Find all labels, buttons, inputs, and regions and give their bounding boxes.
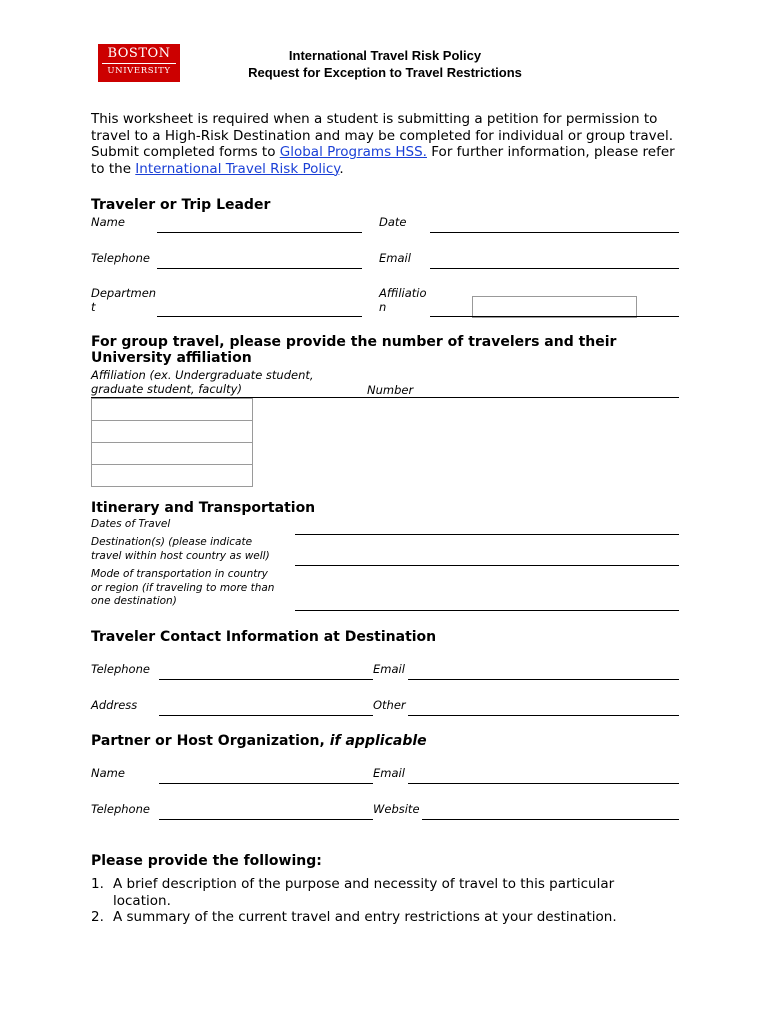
partner-heading [91,733,427,749]
department-label-line2: t [91,300,96,314]
boston-university-logo [98,44,180,82]
provide-list [91,876,691,926]
table-row [92,421,253,443]
department-field[interactable] [157,316,362,317]
itinerary-heading: Itinerary and Transportation [91,500,316,516]
table-row [92,443,253,465]
partner-name-label: Name [91,766,125,780]
group-heading-line2: University affiliation [91,350,252,366]
group-travel-heading [91,334,651,366]
table-cell[interactable] [92,421,253,443]
destinations-label [91,536,270,563]
group-heading-line1: For group travel, please provide the number of travelers and their [91,334,617,350]
dates-field[interactable] [295,534,679,535]
traveler-heading: Traveler or Trip Leader [91,197,271,213]
affiliation-label-line1: Affiliatio [379,286,427,300]
destinations-label-line2: travel within host country as well) [91,549,270,562]
partner-telephone-field[interactable] [159,819,373,820]
form-subtitle: Request for Exception to Travel Restrictions [248,65,522,80]
telephone-field[interactable] [157,268,362,269]
email-field[interactable] [430,268,679,269]
list-item-text: A summary of the current travel and entry restrictions at your destination. [113,909,617,926]
destinations-label-line1: Destination(s) (please indicate [91,536,253,548]
partner-website-label: Website [373,802,420,816]
global-programs-link[interactable]: Global Programs HSS. [279,144,427,161]
intro-text-1: This worksheet is required when a student is submitting a petition for permission to travel to a High-Risk Destination and may be completed for individual or group travel. Submit completed forms to [91,111,673,161]
logo-line-2: UNIVERSITY [107,66,171,76]
transport-label-line2: or region (if traveling to more than [91,581,275,594]
list-item [91,909,691,926]
table-cell[interactable] [92,443,253,465]
table-cell[interactable] [92,465,253,487]
contact-telephone-field[interactable] [159,679,373,680]
department-label [91,286,156,314]
contact-email-field[interactable] [408,679,679,680]
form-title: International Travel Risk Policy [288,48,482,63]
list-number: 2. [91,909,104,926]
table-row [92,465,253,487]
date-label: Date [379,215,407,229]
contact-other-field[interactable] [408,715,679,716]
email-label: Email [379,251,411,265]
partner-website-field[interactable] [422,819,679,820]
telephone-label: Telephone [91,251,150,265]
group-affiliation-table [91,398,253,487]
provide-heading: Please provide the following: [91,853,322,869]
list-item-continuation: location. [113,892,171,909]
partner-email-field[interactable] [408,783,679,784]
affiliation-label-line2: n [379,300,387,314]
contact-address-label: Address [91,698,138,712]
name-field[interactable] [157,232,362,233]
partner-heading-italic: if applicable [329,733,427,749]
dates-label: Dates of Travel [91,518,171,530]
contact-telephone-label: Telephone [91,662,150,676]
intro-text-2: For further information, please refer to the [91,144,675,177]
intro-text-3: . [339,160,344,177]
table-row [92,399,253,421]
contact-heading: Traveler Contact Information at Destination [91,629,437,645]
list-number: 1. [91,876,104,892]
name-label: Name [91,215,125,229]
transport-label-line3: one destination) [91,595,177,607]
intro-paragraph [91,111,691,177]
affiliation-input[interactable] [472,296,637,318]
transport-label-line1: Mode of transportation in country [91,568,268,580]
logo-line-1: BOSTON [102,44,176,64]
partner-heading-text: Partner or Host Organization, [91,733,330,749]
department-label-line1: Departmen [91,286,157,300]
destinations-field[interactable] [295,565,679,566]
contact-email-label: Email [373,662,405,676]
contact-other-label: Other [373,698,406,712]
travel-risk-policy-link[interactable]: International Travel Risk Policy [135,160,340,177]
number-column-header: Number [367,383,414,397]
transport-mode-field[interactable] [295,610,679,611]
affiliation-underline [430,316,679,317]
partner-telephone-label: Telephone [91,802,150,816]
affiliation-label [379,286,427,314]
list-item [91,876,691,893]
transport-mode-label [91,568,274,609]
list-item-text: A brief description of the purpose and necessity of travel to this particular [113,876,615,892]
affiliation-col-line2: graduate student, faculty) [91,382,242,396]
table-cell[interactable] [92,399,253,421]
affiliation-col-line1: Affiliation (ex. Undergraduate student, [91,368,314,382]
partner-name-field[interactable] [159,783,373,784]
contact-address-field[interactable] [159,715,373,716]
affiliation-column-header [91,368,314,396]
date-field[interactable] [430,232,679,233]
partner-email-label: Email [373,766,405,780]
